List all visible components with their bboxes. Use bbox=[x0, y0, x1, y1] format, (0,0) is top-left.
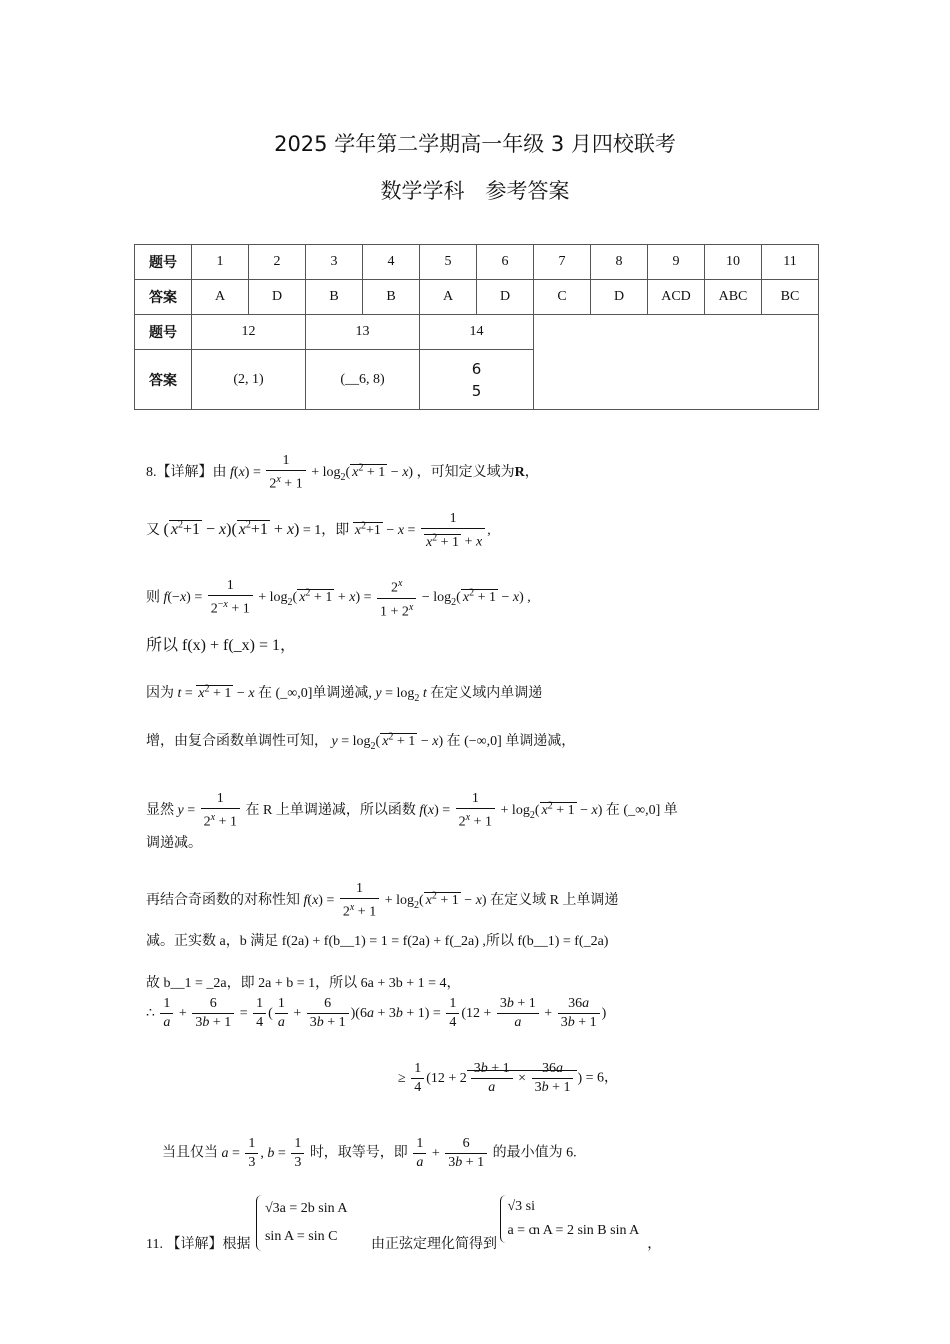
table-cell: ACD bbox=[648, 280, 705, 315]
sol8-line-8: 调递减。 bbox=[146, 836, 202, 851]
sol8-line-11: 故 b__1 = _2a，即 2a + b = 1，所以 6a + 3b + 1 = 4， bbox=[146, 976, 461, 991]
sol8-l7-suffix: 在 (_∞,0] 单 bbox=[605, 803, 678, 819]
sol8-line-10: 减。正实数 a，b 满足 f(2a) + f(b__1) = 1 = f(2a) + f(_2a) ,所以 f(b__1) = f(_2a) bbox=[146, 934, 609, 949]
table-cell: 9 bbox=[648, 245, 705, 280]
table-cell: 4 bbox=[363, 245, 420, 280]
table-cell: 3 bbox=[306, 245, 363, 280]
sol8-line-3 bbox=[146, 575, 531, 621]
page-subtitle: 数学学科 参考答案 bbox=[380, 179, 570, 203]
formula-y-frac: y = $\frac{1}{2^x + 1}$ bbox=[178, 803, 242, 818]
empty-cell bbox=[534, 315, 819, 410]
set-R: R bbox=[514, 465, 525, 481]
table-cell: D bbox=[249, 280, 306, 315]
sol8-l5-prefix: 因为 bbox=[146, 686, 174, 701]
sol8-l2-prefix: 又 bbox=[146, 523, 160, 539]
formula-min-expansion: ∴ $\frac{1}{a}$ + $\frac{6}{3b + 1}$ = $\frac{1}{4}$ ( $\frac{1}{a}$ + $\frac{6}{3b + 1}$ )(6a + 3b + 1) = $\frac{1}{4}$ (12 + $\frac{3b + 1}{a}$ + $\frac{36a}{3b + 1}$ ) bbox=[146, 996, 607, 1030]
formula-y-log: $y = \log_2 t$ bbox=[375, 686, 427, 704]
sol8-l6-prefix: 增，由复合函数单调性可知， bbox=[146, 734, 328, 749]
table-cell: 1 bbox=[192, 245, 249, 280]
table-row bbox=[135, 315, 819, 350]
sol8-line-12 bbox=[146, 995, 606, 1032]
formula-t: $t = x^2 + 1 - x$ bbox=[177, 683, 255, 701]
formula-amgm: ≥ $\frac{1}{4}$ (12 + 2 $\frac{3b + 1}{a}$ × $\frac{36a}{3b + 1}$ ) bbox=[398, 1061, 583, 1095]
formula-f: f(x) = $\frac{1}{2^x + 1}$ + $\log_2$( $x^2 + 1 - x$) bbox=[230, 453, 414, 492]
table-cell: 11 bbox=[762, 245, 819, 280]
row-label: 题号 bbox=[135, 245, 192, 280]
row-label: 答案 bbox=[135, 350, 192, 410]
q14-bottom: 5 bbox=[471, 381, 482, 400]
sol8-l13-prefix: 当且仅当 bbox=[162, 1145, 218, 1161]
formula-product: ( $x^2+1 - x$)( $x^2+1 + x$) bbox=[163, 519, 300, 539]
system-1-eq-1: √3a = 2b sin A bbox=[264, 1201, 348, 1216]
system-2 bbox=[500, 1195, 535, 1243]
sol8-line-5 bbox=[146, 682, 542, 704]
row-label: 题号 bbox=[135, 315, 192, 350]
table-cell: 6 bbox=[477, 245, 534, 280]
formula-f-3: f(x) = $\frac{1}{2^x + 1}$ + $\log_2$( $x^2 + 1 - x$) bbox=[303, 881, 487, 920]
system-2-eq-1: √3 si bbox=[507, 1199, 535, 1214]
table-cell: B bbox=[363, 280, 420, 315]
sol8-line-9 bbox=[146, 880, 618, 922]
sol11-end: ， bbox=[647, 1237, 662, 1252]
sol8-l13-mid: 时，取等号，即 bbox=[309, 1145, 408, 1161]
q14-top: 6 bbox=[471, 359, 482, 378]
table-cell: (2, 1) bbox=[192, 350, 306, 410]
table-cell: D bbox=[477, 280, 534, 315]
sol8-l7-mid: 在 R 上单调递减，所以函数 bbox=[245, 803, 416, 819]
sol8-l13-suffix: 的最小值为 6. bbox=[492, 1145, 577, 1161]
table-cell: 14 bbox=[420, 315, 534, 350]
formula-f-2: f(x) = $\frac{1}{2^x + 1}$ + $\log_2$( $x^2 + 1 - x$) bbox=[419, 791, 603, 830]
sol8-l1-prefix: 8.【详解】由 bbox=[146, 465, 227, 481]
table-row bbox=[135, 280, 819, 315]
system-2-tail: n A = 2 sin B sin A bbox=[532, 1223, 640, 1238]
sol11-line-1 bbox=[146, 1195, 661, 1251]
sol8-l9-prefix: 再结合奇函数的对称性知 bbox=[146, 893, 300, 909]
formula-inverse: $x^2+1 - x$ = $\frac{1}{x^2 + 1 + x}$ , bbox=[354, 511, 491, 550]
table-cell: 7 bbox=[534, 245, 591, 280]
table-cell: BC bbox=[762, 280, 819, 315]
table-cell: 10 bbox=[705, 245, 762, 280]
sol11-prefix: 11. 【详解】根据 bbox=[146, 1237, 251, 1252]
sol8-line-14 bbox=[162, 1135, 577, 1172]
formula-f-neg: f(−x) = $\frac{1}{2^{-x} + 1}$ + $\log_2$( $x^2 + 1 + x$) = $\frac{2^x}{1 + 2^x}$ − $\log_2$( $x^2 + 1 - x$) , bbox=[164, 590, 531, 605]
formula-y-composite: $y = \log_2$( $x^2 + 1 - x$) 在 (−∞,0] bbox=[331, 731, 502, 752]
table-row bbox=[135, 245, 819, 280]
sol11-mid: 由正弦定理化简得到 bbox=[370, 1237, 497, 1252]
table-cell-q14 bbox=[420, 350, 534, 410]
sol8-line-6 bbox=[146, 730, 575, 752]
formula-equality: a = $\frac{1}{3}$ , b = $\frac{1}{3}$ bbox=[222, 1146, 307, 1161]
sol8-line-13 bbox=[398, 1060, 618, 1097]
table-cell: C bbox=[534, 280, 591, 315]
table-cell: A bbox=[420, 280, 477, 315]
sol8-l5-suffix: 在定义域内单调递 bbox=[430, 686, 543, 701]
row-label: 答案 bbox=[135, 280, 192, 315]
sol8-line-1: 8.【详解】由 f(x) = $\frac{1}{2^x + 1}$ + $\log_2$( $x^2 + 1 - x$) ，可知定义域为R， bbox=[146, 453, 539, 492]
formula-target: $\frac{1}{a}$ + $\frac{6}{3b + 1}$ bbox=[411, 1146, 489, 1161]
table-cell: 8 bbox=[591, 245, 648, 280]
sol8-line-4: 所以 f(x) + f(_x) = 1， bbox=[146, 637, 297, 654]
sol8-l12-result: = 6， bbox=[585, 1070, 619, 1086]
system-1 bbox=[256, 1195, 347, 1251]
sol8-l5-mid: 在 (_∞,0]单调递减, bbox=[258, 686, 372, 701]
sol8-line-2 bbox=[146, 510, 491, 552]
page-title: 2025 学年第二学期高一年级 3 月四校联考 bbox=[274, 132, 676, 156]
table-cell: ABC bbox=[705, 280, 762, 315]
table-cell: A bbox=[192, 280, 249, 315]
sol8-l6-suffix: 单调递减， bbox=[505, 734, 576, 749]
answer-table bbox=[134, 244, 819, 410]
sol8-l7-prefix: 显然 bbox=[146, 803, 174, 819]
table-cell: (__6, 8) bbox=[306, 350, 420, 410]
table-cell: D bbox=[591, 280, 648, 315]
table-cell: B bbox=[306, 280, 363, 315]
sol8-l9-suffix: 在定义域 R 上单调递 bbox=[490, 893, 619, 909]
system-1-eq-2: sin A = sin C bbox=[264, 1229, 338, 1244]
sol8-line-7 bbox=[146, 790, 678, 832]
sol8-l3-prefix: 则 bbox=[146, 590, 160, 606]
table-cell: 2 bbox=[249, 245, 306, 280]
system-2-eq-2: a = c bbox=[507, 1223, 535, 1238]
sol8-l1-suffix: ，可知定义域为 bbox=[416, 465, 515, 481]
table-cell: 5 bbox=[420, 245, 477, 280]
table-cell: 12 bbox=[192, 315, 306, 350]
sol8-l2-mid: = 1，即 bbox=[302, 523, 350, 539]
table-cell: 13 bbox=[306, 315, 420, 350]
